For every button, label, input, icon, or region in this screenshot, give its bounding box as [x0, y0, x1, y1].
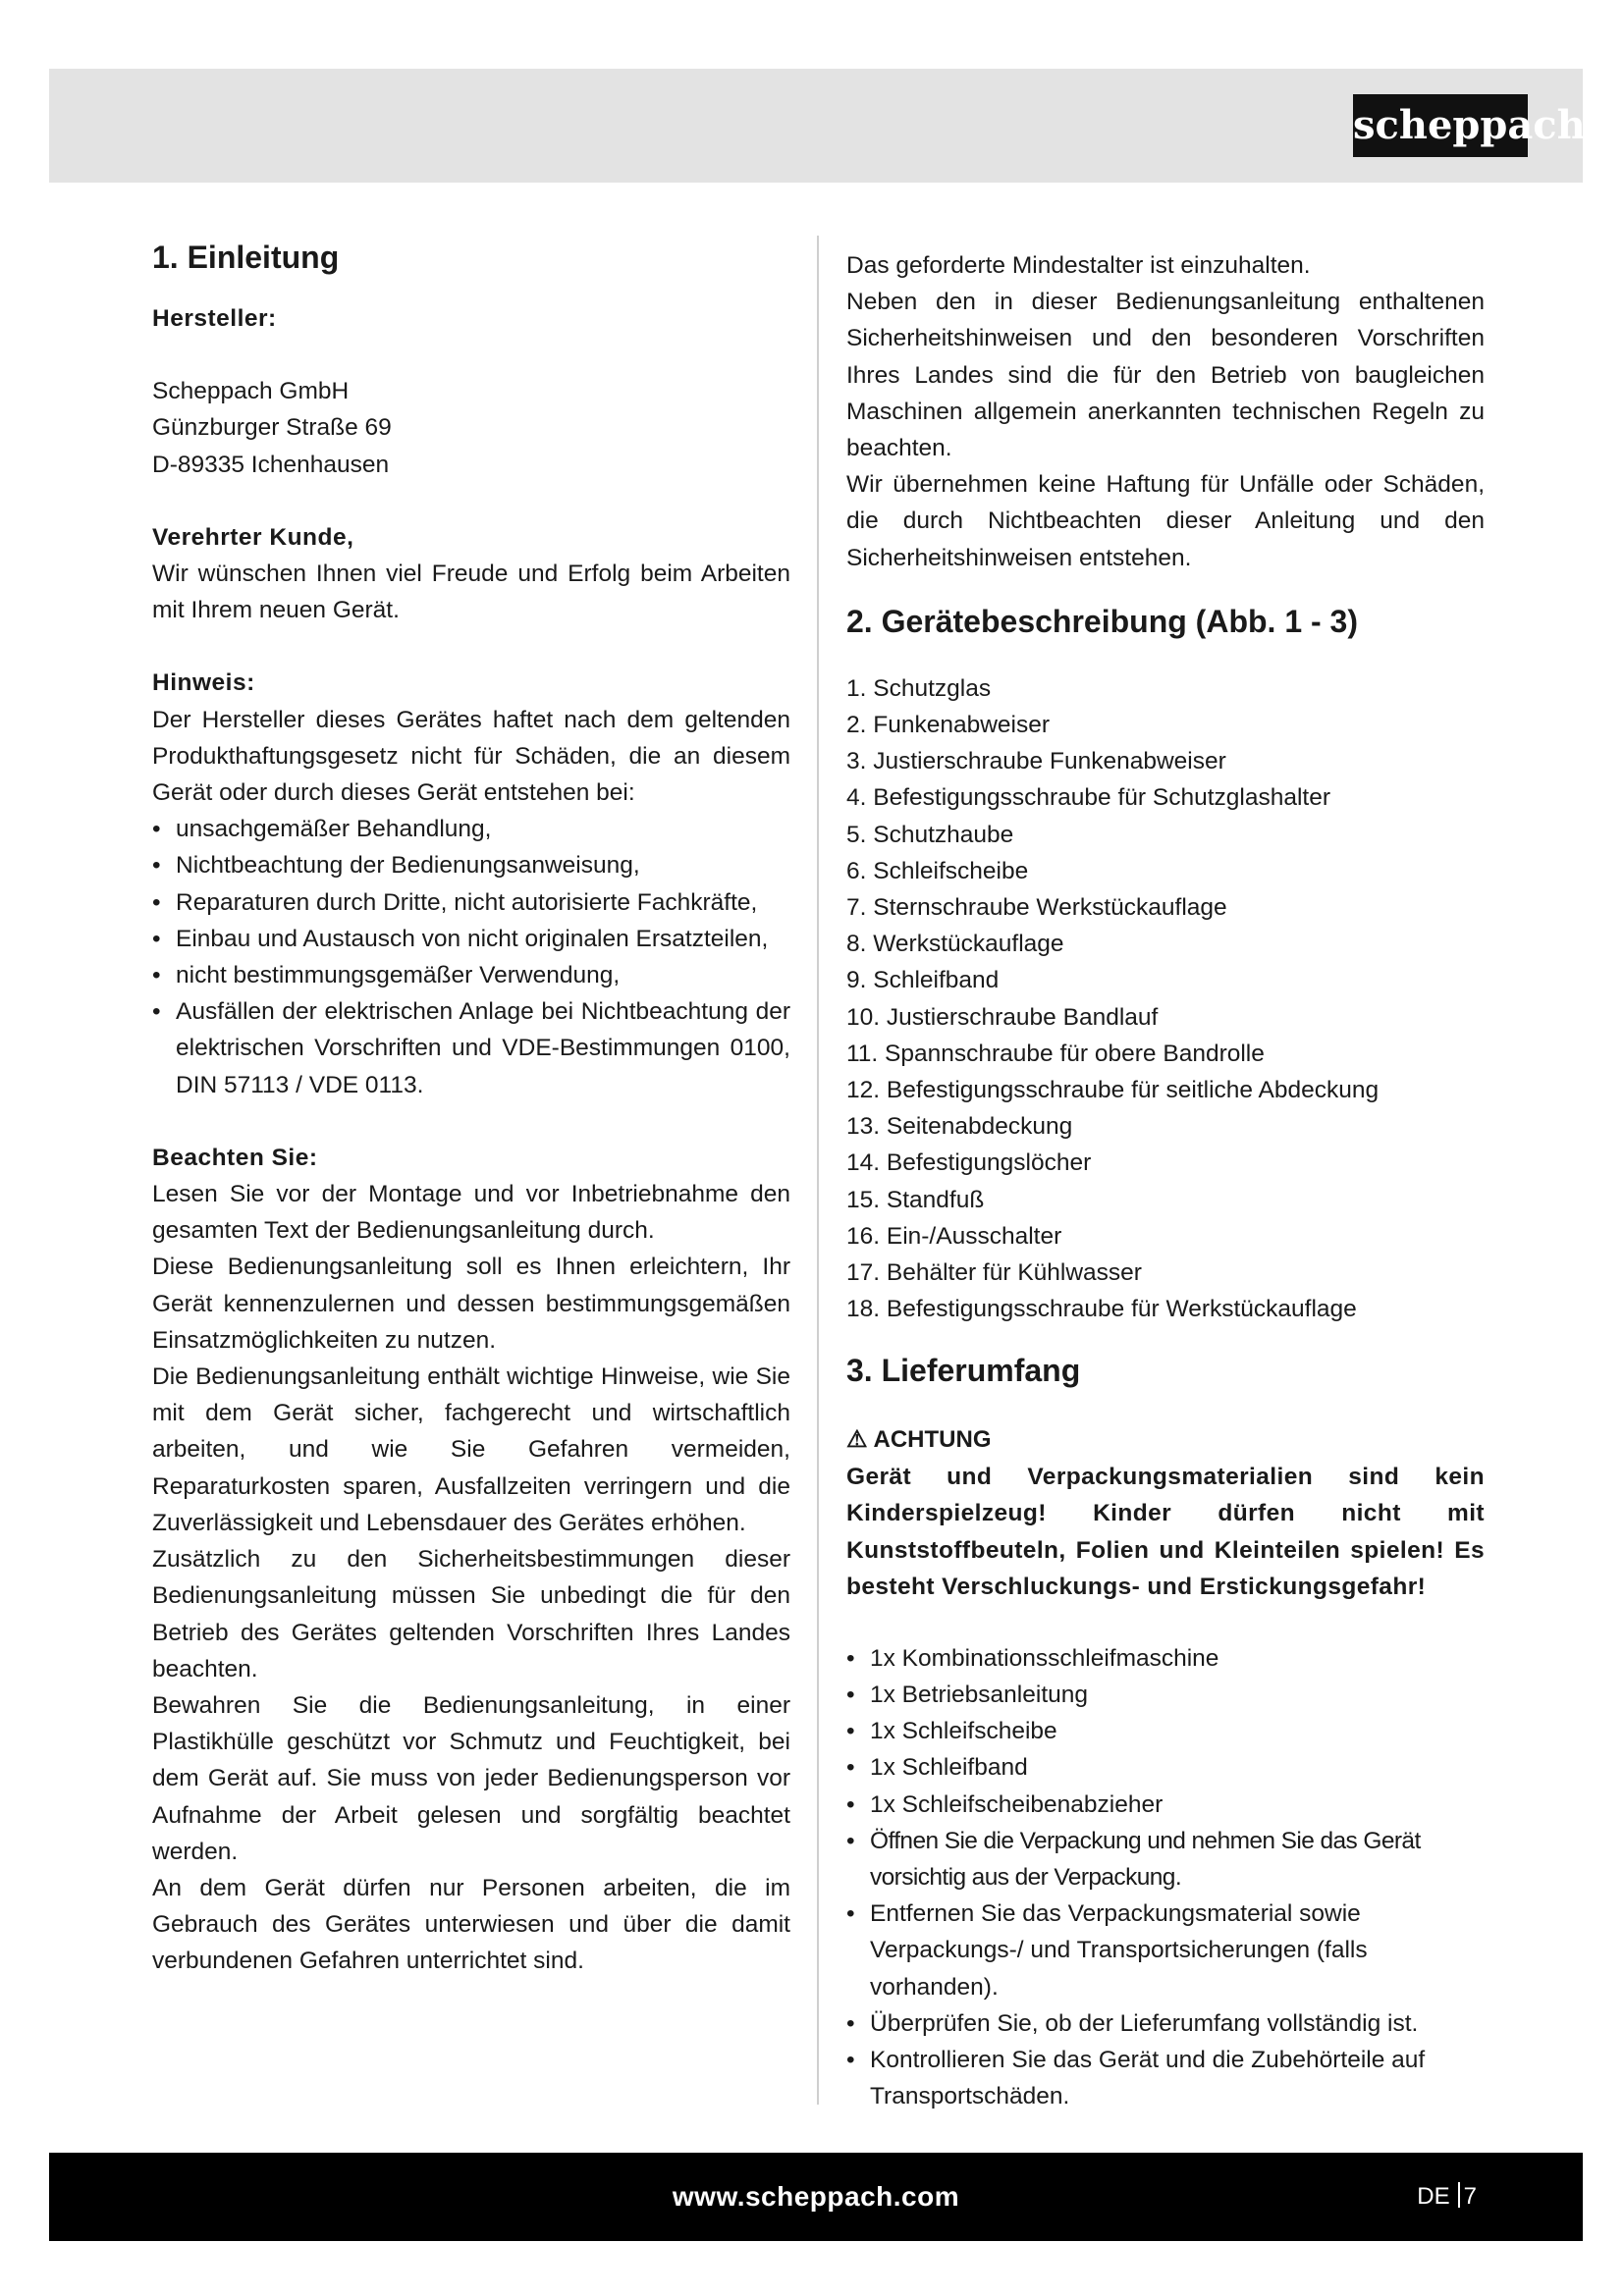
list-item: • nicht bestimmungsgemäßer Verwendung, — [152, 957, 790, 993]
greeting-text: Wir wünschen Ihnen viel Freude und Erfolg beim Arbeiten mit Ihrem neuen Gerät. — [152, 561, 790, 624]
list-item: 13. Seitenabdeckung — [846, 1113, 1073, 1141]
section-title-einleitung: 1. Einleitung — [152, 240, 340, 275]
list-item: 2. Funkenabweiser — [846, 712, 1051, 739]
footer-url[interactable]: www.scheppach.com — [672, 2181, 960, 2212]
list-item: • Entfernen Sie das Verpackungsmaterial sowie Verpackungs-/ und Transportsicherungen (falls vorhanden). — [846, 1896, 1485, 2005]
attention-label: Beachten Sie: — [152, 1144, 318, 1171]
attention-paragraph: Diese Bedienungsanleitung soll es Ihnen erleichtern, Ihr Gerät kennenzulernen und dessen bestimmungsgemäßen Einsatzmöglichkeiten zu nutzen. — [152, 1254, 790, 1354]
scope-list — [846, 1640, 1485, 2115]
list-item: 15. Standfuß — [846, 1186, 985, 1213]
attention-paragraph: Bewahren Sie die Bedienungsanleitung, in einer Plastikhülle geschützt vor Schmutz und Feuchtigkeit, bei dem Gerät auf. Sie muss von jeder Bedienungsperson vor Aufnahme der Arbeit gelesen und sorgfältig beachtet werden. — [152, 1691, 790, 1865]
list-item: 18. Befestigungsschraube für Werkstückauflage — [846, 1296, 1357, 1323]
attention-paragraph: Die Bedienungsanleitung enthält wichtige Hinweise, wie Sie mit dem Gerät sicher, fachgerecht und wirtschaftlich arbeiten, und wie Sie Gefahren vermeiden, Reparaturkosten sparen, Ausfallzeiten verringern und die Zuverlässigkeit und Lebensdauer des Gerätes erhöhen. — [152, 1363, 790, 1536]
list-item: 17. Behälter für Kühlwasser — [846, 1259, 1142, 1287]
list-item: 14. Befestigungslöcher — [846, 1149, 1092, 1177]
scheppach-logo: scheppach — [1353, 94, 1528, 157]
list-item: • Ausfällen der elektrischen Anlage bei Nichtbeachtung der elektrischen Vorschriften und VDE-Bestimmungen 0100, DIN 57113 / VDE 0113. — [152, 993, 790, 1103]
list-item: 7. Sternschraube Werkstückauflage — [846, 894, 1227, 922]
list-item: • Reparaturen durch Dritte, nicht autorisierte Fachkräfte, — [152, 884, 790, 921]
list-item: 10. Justierschraube Bandlauf — [846, 1003, 1159, 1031]
address-line: D-89335 Ichenhausen — [152, 451, 390, 478]
list-item: • unsachgemäßer Behandlung, — [152, 811, 790, 847]
list-item: 12. Befestigungsschraube für seitliche Abdeckung — [846, 1077, 1380, 1104]
section-title-geraetebeschreibung: 2. Gerätebeschreibung (Abb. 1 - 3) — [846, 603, 1358, 639]
list-item: • Nichtbeachtung der Bedienungsanweisung, — [152, 847, 790, 883]
attention-paragraph: An dem Gerät dürfen nur Personen arbeiten, die im Gebrauch des Gerätes unterwiesen und über die damit verbundenen Gefahren unterrichtet sind. — [152, 1874, 790, 1975]
note-text: Der Hersteller dieses Gerätes haftet nach dem geltenden Produkthaftungsgesetz nicht für Schäden, die an diesem Gerät oder durch dieses Gerät entstehen bei: — [152, 706, 790, 807]
liability-list — [152, 811, 790, 1103]
attention-paragraph: Lesen Sie vor der Montage und vor Inbetriebnahme den gesamten Text der Bedienungsanleitung durch. — [152, 1181, 790, 1245]
warning-triangle-icon: ⚠ — [846, 1426, 868, 1454]
left-column — [152, 228, 790, 1980]
intro-paragraph: Neben den in dieser Bedienungsanleitung enthaltenen Sicherheitshinweisen und den besonderen Vorschriften Ihres Landes sind die für den Betrieb von baugleichen Maschinen allgemein anerkannten technischen Regeln zu beachten. — [846, 289, 1485, 462]
list-item: 16. Ein-/Ausschalter — [846, 1222, 1062, 1250]
list-item: • 1x Kombinationsschleifmaschine — [846, 1640, 1485, 1677]
page-number — [1417, 2153, 1477, 2241]
warning-label: ACHTUNG — [873, 1426, 992, 1454]
right-column — [846, 247, 1485, 2114]
address-line: Scheppach GmbH — [152, 378, 350, 405]
list-item: 9. Schleifband — [846, 967, 1000, 994]
list-item: 4. Befestigungsschraube für Schutzglashalter — [846, 784, 1331, 812]
list-item: 3. Justierschraube Funkenabweiser — [846, 748, 1226, 775]
page-footer — [49, 2153, 1583, 2241]
intro-paragraph: Das geforderte Mindestalter ist einzuhalten. — [846, 252, 1311, 279]
list-item: • 1x Schleifscheibenabzieher — [846, 1787, 1485, 1823]
column-divider — [817, 236, 819, 2105]
greeting-label: Verehrter Kunde, — [152, 523, 354, 551]
note-label: Hinweis: — [152, 669, 255, 697]
parts-list — [846, 670, 1485, 1328]
address-line: Günzburger Straße 69 — [152, 414, 392, 442]
page-number-value: 7 — [1463, 2183, 1477, 2210]
list-item: 8. Werkstückauflage — [846, 931, 1064, 958]
list-item: 5. Schutzhaube — [846, 821, 1014, 848]
list-item: • 1x Schleifscheibe — [846, 1713, 1485, 1749]
list-item: • 1x Schleifband — [846, 1749, 1485, 1786]
list-item: • Einbau und Austausch von nicht originalen Ersatzteilen, — [152, 921, 790, 957]
language-code: DE — [1417, 2183, 1450, 2210]
manufacturer-label: Hersteller: — [152, 305, 277, 332]
list-item: • Kontrollieren Sie das Gerät und die Zubehörteile auf Transportschäden. — [846, 2042, 1485, 2114]
intro-paragraph: Wir übernehmen keine Haftung für Unfälle oder Schäden, die durch Nichtbeachten dieser Anleitung und den Sicherheitshinweisen entstehen. — [846, 471, 1485, 571]
attention-paragraph: Zusätzlich zu den Sicherheitsbestimmungen dieser Bedienungsanleitung müssen Sie unbedingt die für den Betrieb des Gerätes geltenden Vorschriften Ihres Landes beachten. — [152, 1546, 790, 1682]
list-item: 6. Schleifscheibe — [846, 857, 1029, 884]
list-item: 11. Spannschraube für obere Bandrolle — [846, 1040, 1265, 1067]
list-item: • Öffnen Sie die Verpackung und nehmen Sie das Gerät vorsichtig aus der Verpackung. — [846, 1823, 1485, 1896]
list-item: 1. Schutzglas — [846, 674, 992, 702]
warning-text: Gerät und Verpackungsmaterialien sind kein Kinderspielzeug! Kinder dürfen nicht mit Kunststoffbeuteln, Folien und Kleinteilen spielen! Es besteht Verschluckungs- und Erstickungsgefahr! — [846, 1463, 1485, 1601]
section-title-lieferumfang: 3. Lieferumfang — [846, 1353, 1081, 1389]
page-header — [49, 69, 1586, 183]
list-item: • 1x Betriebsanleitung — [846, 1677, 1485, 1713]
list-item: • Überprüfen Sie, ob der Lieferumfang vollständig ist. — [846, 2005, 1485, 2042]
warning-heading — [846, 1421, 1485, 1458]
